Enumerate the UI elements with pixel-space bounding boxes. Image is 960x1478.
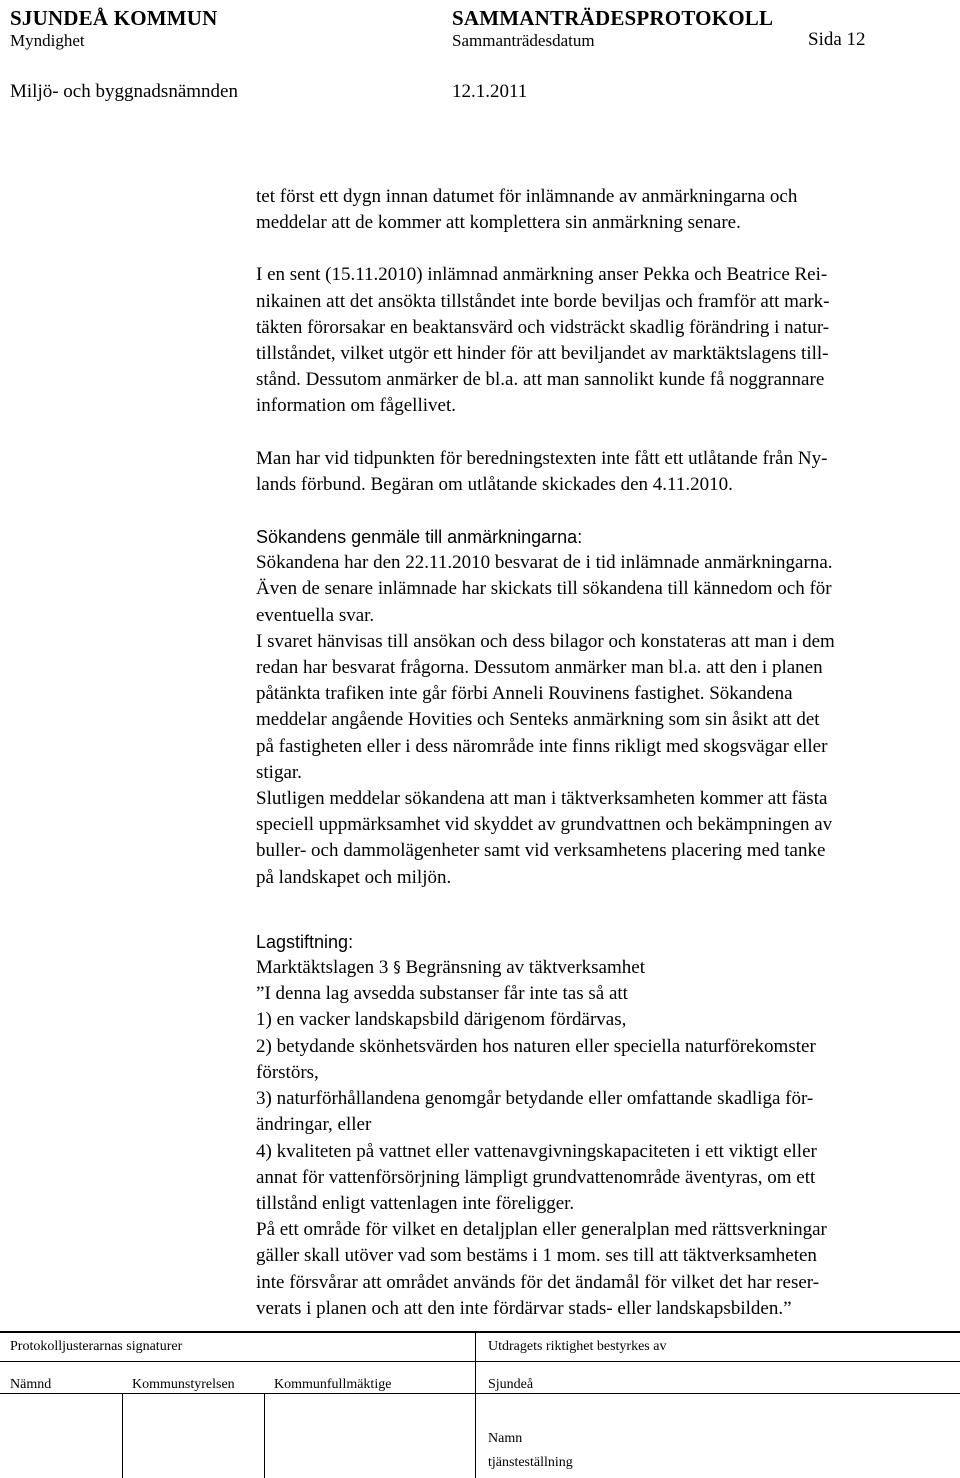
- protocol-body: [256, 184, 956, 1322]
- body-line: På ett område för vilket en detaljplan eller generalplan med rättsverkningar: [256, 1219, 827, 1241]
- quote-open-mark: ”: [256, 983, 265, 1005]
- section-heading-legislation: Lagstiftning:: [256, 931, 354, 952]
- meeting-date-label: Sammanträdesdatum: [452, 31, 595, 50]
- page-number: Sida 12: [808, 29, 866, 50]
- municipal-board-label: Kommunstyrelsen: [132, 1377, 235, 1392]
- position-label: tjänsteställning: [488, 1455, 573, 1470]
- body-line: information om fågellivet.: [256, 395, 456, 417]
- body-line: gäller skall utöver vad som bestäms i 1 mom. ses till att täktverksamheten: [256, 1245, 817, 1267]
- body-line: Man har vid tidpunkten för beredningstexten inte fått ett utlåtande från Ny-: [256, 447, 828, 469]
- extract-certified-label: Utdragets riktighet bestyrkes av: [488, 1339, 667, 1354]
- body-line: 2) betydande skönhetsvärden hos naturen eller speciella naturförekomster: [256, 1035, 816, 1057]
- body-line: täkten förorsakar en beaktansvärd och vidsträckt skadlig förändring i natur-: [256, 316, 830, 338]
- section-heading-applicant-reply: Sökandens genmäle till anmärkningarna:: [256, 527, 583, 548]
- footer-col-divider: [264, 1393, 265, 1478]
- body-line: 1) en vacker landskapsbild därigenom fördärvas,: [256, 1009, 627, 1031]
- body-line: ändringar, eller: [256, 1114, 372, 1136]
- body-line: annat för vattenförsörjning lämpligt grundvattenområde äventyras, om ett: [256, 1166, 816, 1188]
- body-line: tet först ett dygn innan datumet för inlämnande av anmärkningarna och: [256, 186, 798, 207]
- authority-label: Myndighet: [10, 31, 85, 50]
- blank-line: [256, 498, 956, 524]
- signature-footer: [0, 1331, 960, 1478]
- body-line: tillstånd enligt vattenlagen inte föreligger.: [256, 1192, 575, 1214]
- board-label: Nämnd: [10, 1377, 52, 1392]
- law-section-title: Begränsning av täktverksamhet: [405, 957, 645, 979]
- body-line: Slutligen meddelar sökandena att man i täktverksamheten kommer att fästa: [256, 788, 828, 810]
- body-line: stånd. Dessutom anmärker de bl.a. att man sannolikt kunde få noggrannare: [256, 369, 825, 391]
- body-line: I en sent (15.11.2010) inlämnad anmärkning anser Pekka och Beatrice Rei-: [256, 264, 828, 286]
- body-line: 3) naturförhållandena genomgår betydande eller omfattande skadliga för-: [256, 1088, 814, 1110]
- footer-mid-rule: [0, 1361, 960, 1362]
- body-line: påtänkta trafiken inte går förbi Anneli Rouvinens fastighet. Sökandena: [256, 683, 793, 705]
- body-line: lands förbund. Begäran om utlåtande skickades den 4.11.2010.: [256, 473, 733, 495]
- body-line: på fastigheten eller i dess närområde inte finns rikligt med skogsvägar eller: [256, 735, 828, 757]
- footer-col-divider: [122, 1393, 123, 1478]
- signatures-label: Protokolljusterarnas signaturer: [10, 1339, 183, 1354]
- body-line: meddelar angående Hovities och Senteks anmärkning som sin åsikt att det: [256, 709, 820, 731]
- body-line: förstörs,: [256, 1061, 319, 1083]
- blank-line: [256, 236, 956, 262]
- body-line: Även de senare inlämnade har skickats till sökandena till kännedom och för: [256, 578, 832, 600]
- body-line: eventuella svar.: [256, 604, 375, 626]
- authority-name: Miljö- och byggnadsnämnden: [10, 81, 238, 102]
- law-name: Marktäktslagen 3: [256, 957, 389, 979]
- body-line: tillståndet, vilket utgör ett hinder för att beviljandet av marktäktslagens till-: [256, 343, 829, 365]
- name-label: Namn: [488, 1431, 523, 1446]
- place-label: Sjundeå: [488, 1377, 534, 1392]
- body-line: 4) kvaliteten på vattnet eller vattenavgivningskapaciteten i ett viktigt eller: [256, 1140, 817, 1162]
- body-line: stigar.: [256, 761, 302, 783]
- municipal-council-label: Kommunfullmäktige: [274, 1377, 392, 1392]
- meeting-date: 12.1.2011: [452, 81, 528, 102]
- body-line: Sökandena har den 22.11.2010 besvarat de i tid inlämnade anmärkningarna.: [256, 552, 833, 574]
- blank-line: [256, 891, 956, 929]
- body-line: I svaret hänvisas till ansökan och dess bilagor och konstateras att man i dem: [256, 630, 835, 652]
- body-line: nikainen att det ansökta tillståndet inte borde beviljas och framför att mark-: [256, 290, 830, 312]
- body-line: speciell uppmärksamhet vid skyddet av grundvattnen och bekämpningen av: [256, 814, 833, 836]
- footer-top-rule: [0, 1331, 960, 1333]
- quoted-law-text: I denna lag avsedda substanser får inte tas så att: [264, 983, 628, 1005]
- section-sign: §: [393, 958, 401, 977]
- body-line: inte försvårar att området används för det ändamål för vilket det har reser-: [256, 1271, 820, 1293]
- body-line: buller- och dammolägenheter samt vid verksamhetens placering med tanke: [256, 840, 826, 862]
- blank-line: [256, 420, 956, 446]
- body-line: på landskapet och miljön.: [256, 866, 452, 888]
- body-line: meddelar att de kommer att komplettera sin anmärkning senare.: [256, 212, 741, 234]
- footer-divider: [475, 1331, 476, 1478]
- body-line: redan har besvarat frågorna. Dessutom anmärker man bl.a. att den i planen: [256, 657, 823, 679]
- document-type: SAMMANTRÄDESPROTOKOLL: [452, 6, 774, 30]
- body-line: [256, 981, 956, 1007]
- organization-name: SJUNDEÅ KOMMUN: [10, 6, 218, 30]
- body-line: verats i planen och att den inte fördärvar stads- eller landskapsbilden.”: [256, 1297, 792, 1319]
- footer-lower-rule: [0, 1393, 960, 1394]
- law-reference-line: [256, 955, 956, 981]
